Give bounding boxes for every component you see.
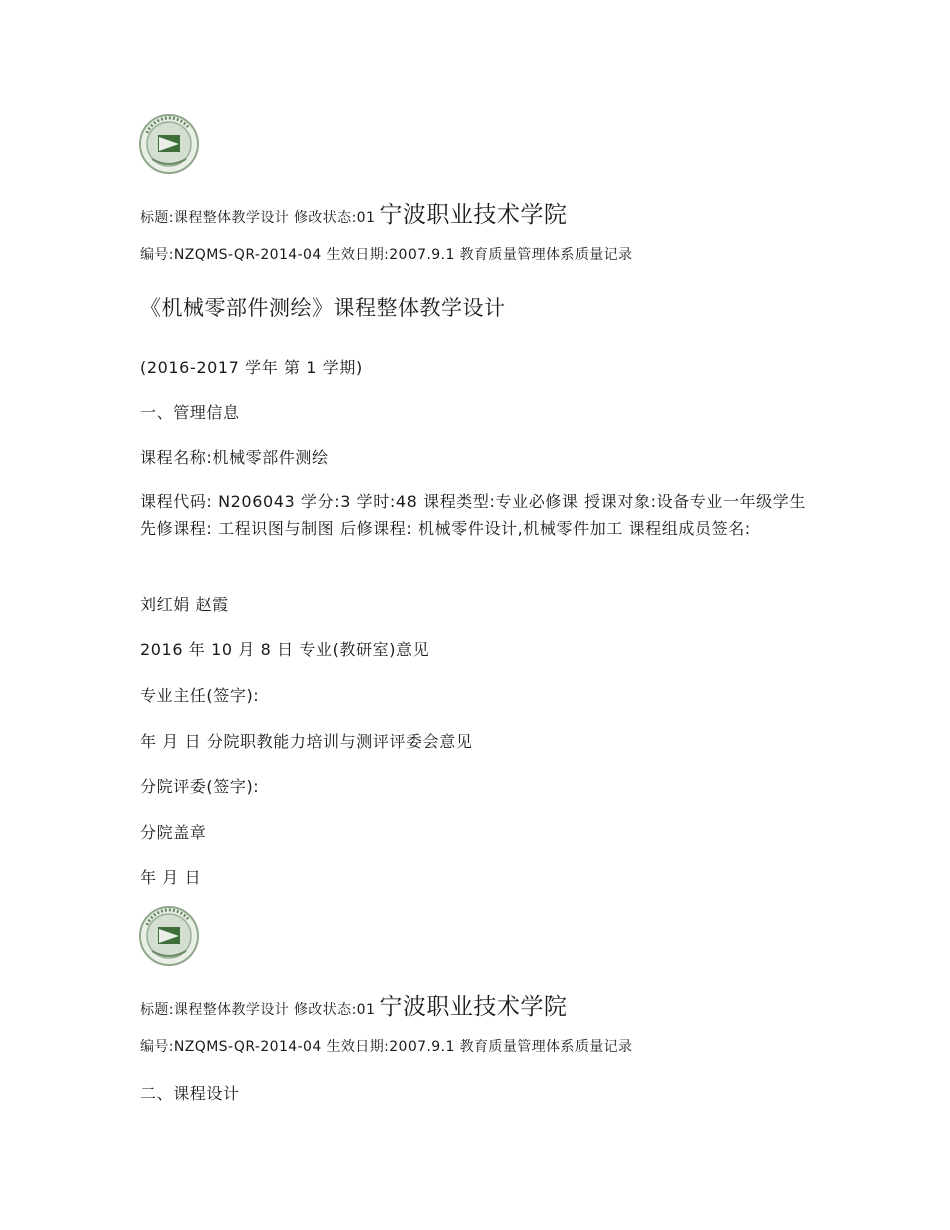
course-info: 课程代码: N206043 学分:3 学时:48 课程类型:专业必修课 授课对象:设备专业一年级学生 先修课程: 工程识图与制图 后修课程: 机械零件设计,机械零件加工 课程组成员签名: bbox=[140, 492, 806, 538]
semester: (2016-2017 学年 第 1 学期) bbox=[140, 358, 363, 377]
college-logo-icon bbox=[138, 113, 200, 175]
committee-signature: 分院评委(签字): bbox=[140, 777, 260, 796]
course-name: 课程名称:机械零部件测绘 bbox=[140, 448, 329, 467]
institution-name: 宁波职业技术学院 bbox=[379, 202, 568, 228]
header-code-line: 编号:NZQMS-QR-2014-04 生效日期:2007.9.1 教育质量管理体系质量记录 bbox=[140, 1039, 633, 1055]
director-signature: 专业主任(签字): bbox=[140, 686, 260, 705]
header-title-text: 标题:课程整体教学设计 修改状态:01 bbox=[140, 210, 376, 226]
section-heading-management: 一、管理信息 bbox=[140, 403, 240, 422]
document-title: 《机械零部件测绘》课程整体教学设计 bbox=[140, 296, 506, 320]
section-heading-design: 二、课程设计 bbox=[140, 1084, 240, 1103]
header-title-line bbox=[140, 196, 567, 229]
header-code-line: 编号:NZQMS-QR-2014-04 生效日期:2007.9.1 教育质量管理体系质量记录 bbox=[140, 247, 633, 263]
date-blank: 年 月 日 bbox=[140, 868, 202, 887]
team-members: 刘红娟 赵霞 bbox=[140, 595, 229, 614]
college-stamp: 分院盖章 bbox=[140, 823, 207, 842]
date-opinion: 2016 年 10 月 8 日 专业(教研室)意见 bbox=[140, 640, 430, 659]
date-committee: 年 月 日 分院职教能力培训与测评评委会意见 bbox=[140, 732, 473, 751]
institution-name: 宁波职业技术学院 bbox=[379, 994, 568, 1020]
header-title-text: 标题:课程整体教学设计 修改状态:01 bbox=[140, 1002, 376, 1018]
college-logo-icon bbox=[138, 905, 200, 967]
header-title-line bbox=[140, 988, 567, 1021]
